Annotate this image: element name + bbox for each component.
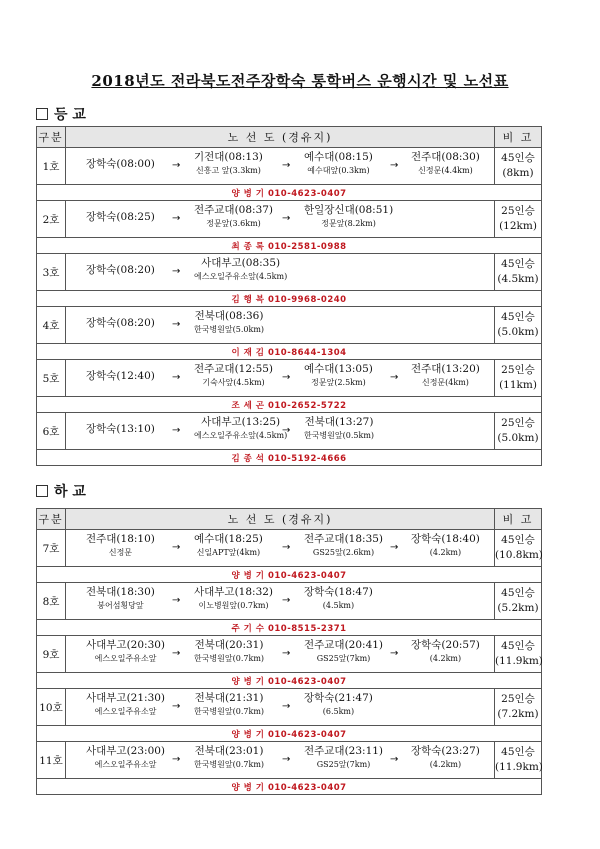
stop-name-time: 전북대(21:31) (194, 692, 264, 704)
evening-schedule-table (36, 508, 542, 795)
checkbox-square-icon (36, 485, 48, 497)
stop-detail: 한국병원앞(0.7km) (194, 654, 265, 663)
stop-detail: (4.5km) (322, 601, 355, 610)
route-stop (304, 363, 373, 389)
arrow-right-icon: → (282, 160, 291, 171)
bus-capacity: 25인승 (501, 364, 535, 376)
driver-row (37, 779, 542, 795)
driver-row (37, 726, 542, 742)
section-heading-morning (36, 104, 86, 124)
bus-capacity: 45인승 (501, 746, 535, 758)
stop-name-time: 예수대(08:15) (304, 151, 373, 163)
stop-detail: GS25앞(7km) (316, 760, 371, 769)
route-stop (86, 264, 155, 277)
stop-name-time: 사대부고(08:35) (201, 257, 281, 269)
route-stop (86, 533, 155, 559)
table-header-row (37, 127, 542, 148)
arrow-right-icon: → (172, 425, 181, 436)
route-stop (194, 204, 273, 230)
route-distance: (5.0km) (497, 326, 539, 338)
driver-contact: 양 병 기 010-4623-0407 (37, 673, 542, 689)
driver-contact: 양 병 기 010-4623-0407 (37, 779, 542, 795)
note-cell (495, 689, 542, 726)
route-cell (66, 689, 495, 726)
arrow-right-icon: → (390, 542, 399, 553)
table-row (37, 201, 542, 238)
driver-row (37, 397, 542, 413)
route-line (66, 530, 494, 566)
bus-number: 9호 (37, 636, 66, 673)
stop-name-time: 장학숙(13:10) (86, 423, 155, 435)
note-cell (495, 148, 542, 185)
route-distance: (5.2km) (497, 602, 539, 614)
stop-detail: 에스오일주유소앞 (94, 707, 157, 716)
route-cell (66, 360, 495, 397)
bus-number: 5호 (37, 360, 66, 397)
driver-contact: 양 병 기 010-4623-0407 (37, 567, 542, 583)
stop-name-time: 예수대(13:05) (304, 363, 373, 375)
stop-name-time: 전주교대(18:35) (304, 533, 384, 545)
table-row (37, 689, 542, 726)
driver-row (37, 620, 542, 636)
note-cell (495, 742, 542, 779)
bus-capacity: 45인승 (501, 311, 535, 323)
note-cell (495, 254, 542, 291)
route-stop (86, 370, 155, 383)
route-stop (86, 692, 165, 718)
arrow-right-icon: → (172, 754, 181, 765)
stop-name-time: 장학숙(08:00) (86, 158, 155, 170)
route-distance: (5.0km) (497, 432, 539, 444)
route-stop (304, 151, 373, 177)
note-cell (495, 530, 542, 567)
table-row (37, 360, 542, 397)
stop-detail: 에스오일주유소앞 (94, 760, 157, 769)
driver-row (37, 344, 542, 360)
checkbox-square-icon (36, 108, 48, 120)
route-stop (86, 317, 155, 330)
stop-detail: 예수대앞(0.3km) (307, 166, 370, 175)
stop-name-time: 사대부고(18:32) (194, 586, 274, 598)
stop-name-time: 전북대(08:36) (194, 310, 264, 322)
route-distance: (10.8km) (495, 549, 543, 561)
driver-row (37, 673, 542, 689)
stop-detail: (4.2km) (429, 654, 462, 663)
arrow-right-icon: → (172, 160, 181, 171)
arrow-right-icon: → (172, 213, 181, 224)
stop-name-time: 기전대(08:13) (194, 151, 263, 163)
bus-capacity: 25인승 (501, 205, 535, 217)
stop-detail: 붕어섬횡당앞 (97, 601, 144, 610)
arrow-right-icon: → (172, 595, 181, 606)
driver-contact: 양 병 기 010-4623-0407 (37, 726, 542, 742)
stop-name-time: 장학숙(21:47) (304, 692, 373, 704)
route-stop (304, 204, 393, 230)
driver-row (37, 238, 542, 254)
stop-detail: (4.2km) (429, 760, 462, 769)
route-stop (304, 533, 383, 559)
stop-name-time: 장학숙(18:47) (304, 586, 373, 598)
table-row (37, 742, 542, 779)
stop-detail: 정문앞(2.5km) (311, 378, 366, 387)
route-line (66, 201, 494, 237)
stop-name-time: 전주교대(23:11) (304, 745, 384, 757)
route-stop (86, 639, 165, 665)
arrow-right-icon: → (172, 372, 181, 383)
route-cell (66, 254, 495, 291)
bus-capacity: 45인승 (501, 258, 535, 270)
route-distance: (11.9km) (495, 655, 543, 667)
driver-row (37, 567, 542, 583)
stop-name-time: 전주대(08:30) (411, 151, 480, 163)
arrow-right-icon: → (282, 542, 291, 553)
route-stop (194, 533, 263, 559)
header-no: 구분 (37, 509, 66, 530)
bus-number: 1호 (37, 148, 66, 185)
bus-number: 6호 (37, 413, 66, 450)
route-stop (194, 416, 287, 442)
table-row (37, 530, 542, 567)
arrow-right-icon: → (282, 754, 291, 765)
arrow-right-icon: → (390, 160, 399, 171)
route-stop (304, 416, 374, 442)
stop-name-time: 사대부고(21:30) (86, 692, 166, 704)
route-distance: (12km) (499, 220, 537, 232)
header-note: 비 고 (495, 509, 542, 530)
bus-number: 8호 (37, 583, 66, 620)
stop-detail: 신정문(4km) (421, 378, 469, 387)
driver-contact: 이 재 김 010-8644-1304 (37, 344, 542, 360)
arrow-right-icon: → (282, 648, 291, 659)
stop-name-time: 전북대(13:27) (304, 416, 374, 428)
route-line (66, 636, 494, 672)
stop-detail: 한국병원앞(0.7km) (194, 707, 265, 716)
route-stop (86, 211, 155, 224)
route-line (66, 689, 494, 725)
note-cell (495, 413, 542, 450)
stop-name-time: 장학숙(23:27) (411, 745, 480, 757)
route-stop (194, 692, 264, 718)
route-cell (66, 583, 495, 620)
section-heading-label: 등 교 (54, 107, 86, 123)
arrow-right-icon: → (282, 372, 291, 383)
header-note: 비 고 (495, 127, 542, 148)
arrow-right-icon: → (172, 648, 181, 659)
driver-contact: 김 종 석 010-5192-4666 (37, 450, 542, 466)
arrow-right-icon: → (172, 542, 181, 553)
bus-capacity: 25인승 (501, 417, 535, 429)
bus-capacity: 45인승 (501, 587, 535, 599)
arrow-right-icon: → (390, 754, 399, 765)
stop-detail: 신정문 (108, 548, 133, 557)
route-stop (304, 745, 383, 771)
stop-name-time: 장학숙(08:25) (86, 211, 155, 223)
stop-detail: 한국병원앞(0.5km) (304, 431, 375, 440)
stop-name-time: 전주교대(12:55) (194, 363, 274, 375)
bus-number: 11호 (37, 742, 66, 779)
stop-detail: GS25앞(7km) (316, 654, 371, 663)
table-row (37, 413, 542, 450)
stop-name-time: 전북대(23:01) (194, 745, 264, 757)
route-stop (304, 586, 373, 612)
note-cell (495, 636, 542, 673)
route-stop (304, 639, 383, 665)
arrow-right-icon: → (390, 372, 399, 383)
driver-row (37, 450, 542, 466)
arrow-right-icon: → (282, 595, 291, 606)
table-row (37, 148, 542, 185)
route-cell (66, 413, 495, 450)
bus-capacity: 25인승 (501, 693, 535, 705)
bus-number: 4호 (37, 307, 66, 344)
stop-detail: 한국병원앞(5.0km) (194, 325, 265, 334)
stop-detail: 에스오일주유소앞 (94, 654, 157, 663)
driver-contact: 조 세 곤 010-2652-5722 (37, 397, 542, 413)
note-cell (495, 583, 542, 620)
stop-name-time: 전주교대(20:41) (304, 639, 384, 651)
table-row (37, 583, 542, 620)
stop-name-time: 장학숙(12:40) (86, 370, 155, 382)
stop-name-time: 사대부고(13:25) (201, 416, 281, 428)
section-heading-evening (36, 481, 86, 501)
stop-name-time: 전북대(18:30) (86, 586, 155, 598)
route-distance: (7.2km) (497, 708, 539, 720)
note-cell (495, 201, 542, 238)
bus-number: 3호 (37, 254, 66, 291)
route-stop (411, 533, 480, 559)
route-stop (411, 363, 480, 389)
header-route: 노 선 도 (경유지) (66, 127, 495, 148)
stop-detail: 한국병원앞(0.7km) (194, 760, 265, 769)
driver-row (37, 185, 542, 201)
driver-row (37, 291, 542, 307)
stop-name-time: 장학숙(08:20) (86, 264, 155, 276)
table-row (37, 254, 542, 291)
route-cell (66, 530, 495, 567)
morning-schedule-table (36, 126, 542, 466)
route-line (66, 307, 494, 343)
arrow-right-icon: → (282, 425, 291, 436)
page-title: 2018년도 전라북도전주장학숙 통학버스 운행시간 및 노선표 (91, 72, 509, 90)
route-line (66, 148, 494, 184)
route-cell (66, 201, 495, 238)
route-line (66, 254, 494, 290)
stop-name-time: 전주대(18:10) (86, 533, 155, 545)
stop-detail: (4.2km) (429, 548, 462, 557)
stop-detail: GS25앞(2.6km) (312, 548, 375, 557)
stop-detail: 신정문(4.4km) (418, 166, 473, 175)
bus-number: 2호 (37, 201, 66, 238)
route-stop (194, 257, 287, 283)
arrow-right-icon: → (390, 648, 399, 659)
arrow-right-icon: → (172, 701, 181, 712)
route-stop (194, 745, 264, 771)
stop-name-time: 장학숙(08:20) (86, 317, 155, 329)
route-stop (411, 151, 480, 177)
stop-name-time: 장학숙(18:40) (411, 533, 480, 545)
route-stop (86, 423, 155, 436)
arrow-right-icon: → (172, 266, 181, 277)
route-stop (194, 586, 273, 612)
route-stop (86, 586, 155, 612)
stop-name-time: 사대부고(23:00) (86, 745, 166, 757)
table-row (37, 307, 542, 344)
stop-detail: 기숙사앞(4.5km) (202, 378, 265, 387)
route-line (66, 583, 494, 619)
stop-name-time: 예수대(18:25) (194, 533, 263, 545)
bus-number: 7호 (37, 530, 66, 567)
table-header-row (37, 509, 542, 530)
stop-detail: 에스오일주유소앞(4.5km) (194, 431, 288, 440)
route-distance: (11.9km) (495, 761, 543, 773)
stop-detail: 신흥고 앞(3.3km) (196, 166, 261, 175)
driver-contact: 양 병 기 010-4623-0407 (37, 185, 542, 201)
route-line (66, 413, 494, 449)
driver-contact: 김 행 복 010-9968-0240 (37, 291, 542, 307)
stop-name-time: 장학숙(20:57) (411, 639, 480, 651)
route-stop (194, 310, 264, 336)
note-cell (495, 307, 542, 344)
driver-contact: 주 기 수 010-8515-2371 (37, 620, 542, 636)
section-heading-label: 하 교 (54, 484, 86, 500)
stop-name-time: 전주교대(08:37) (194, 204, 274, 216)
table-row (37, 636, 542, 673)
stop-detail: 이노병원앞(0.7km) (198, 601, 269, 610)
stop-detail: (6.5km) (322, 707, 355, 716)
route-stop (411, 745, 480, 771)
route-distance: (4.5km) (497, 273, 539, 285)
route-stop (86, 745, 165, 771)
route-stop (194, 363, 273, 389)
stop-name-time: 한일장신대(08:51) (304, 204, 394, 216)
route-cell (66, 636, 495, 673)
arrow-right-icon: → (172, 319, 181, 330)
route-cell (66, 307, 495, 344)
route-stop (194, 639, 264, 665)
route-distance: (11km) (499, 379, 537, 391)
stop-detail: 에스오일주유소앞(4.5km) (194, 272, 288, 281)
route-line (66, 742, 494, 778)
stop-detail: 정문앞(3.6km) (206, 219, 261, 228)
bus-capacity: 45인승 (501, 640, 535, 652)
route-cell (66, 742, 495, 779)
route-stop (194, 151, 263, 177)
stop-name-time: 사대부고(20:30) (86, 639, 166, 651)
stop-name-time: 전주대(13:20) (411, 363, 480, 375)
bus-capacity: 45인승 (501, 152, 535, 164)
header-route: 노 선 도 (경유지) (66, 509, 495, 530)
bus-number: 10호 (37, 689, 66, 726)
stop-name-time: 전북대(20:31) (194, 639, 264, 651)
route-cell (66, 148, 495, 185)
bus-capacity: 45인승 (501, 534, 535, 546)
stop-detail: 신일APT앞(4km) (196, 548, 261, 557)
arrow-right-icon: → (282, 213, 291, 224)
route-distance: (8km) (502, 167, 534, 179)
route-stop (304, 692, 373, 718)
arrow-right-icon: → (282, 701, 291, 712)
header-no: 구분 (37, 127, 66, 148)
stop-detail: 정문앞(8.2km) (321, 219, 376, 228)
driver-contact: 최 종 록 010-2581-0988 (37, 238, 542, 254)
route-stop (411, 639, 480, 665)
note-cell (495, 360, 542, 397)
route-stop (86, 158, 155, 171)
route-line (66, 360, 494, 396)
